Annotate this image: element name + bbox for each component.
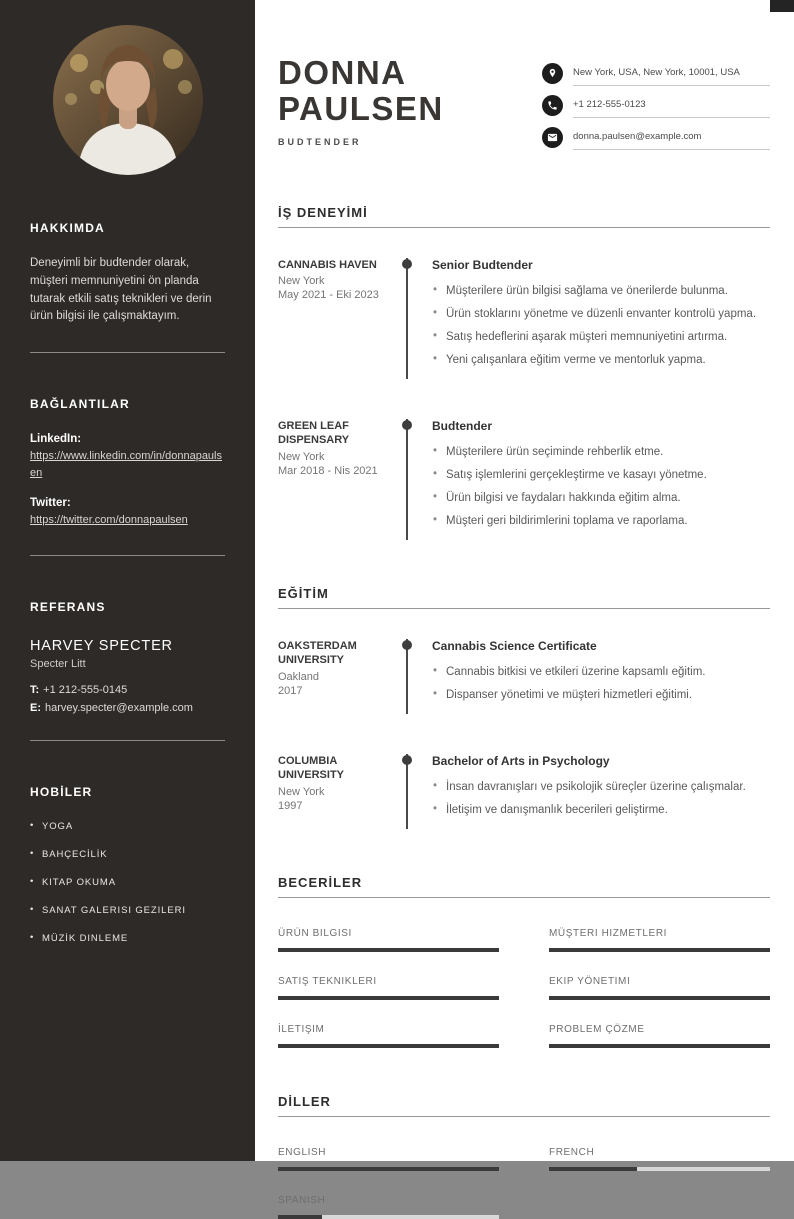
twitter-link[interactable]: https://twitter.com/donnapaulsen xyxy=(30,514,188,527)
skill-label: PROBLEM ÇÖZME xyxy=(549,1024,645,1035)
skill-bar-fill xyxy=(278,1044,499,1048)
language-bar xyxy=(549,1167,770,1171)
education-entry xyxy=(278,754,770,829)
skill-item xyxy=(549,976,770,1000)
phone-icon xyxy=(542,95,563,116)
skill-bar-fill xyxy=(278,948,499,952)
link-item-linkedin xyxy=(30,433,225,481)
experience-heading: İŞ DENEYİMİ xyxy=(278,205,770,228)
experience-section xyxy=(278,205,770,540)
skill-label: MÜŞTERI HIZMETLERI xyxy=(549,928,668,939)
employment-dates: Mar 2018 - Nis 2021 xyxy=(278,464,378,477)
reference-name: HARVEY SPECTER xyxy=(30,637,173,654)
sidebar-divider xyxy=(30,555,225,556)
contact-row-email xyxy=(542,127,770,150)
company-name: CANNABIS HAVEN xyxy=(278,259,377,271)
language-bar xyxy=(278,1167,499,1171)
phone-text: +1 212-555-0123 xyxy=(573,95,770,118)
entry-body xyxy=(406,419,770,540)
about-text: Deneyimli bir budtender olarak, müşteri memnuniyetini ön planda tutarak etkili satış teknikleri ve derin ürün bilgisi ile çalışmaktayım. xyxy=(30,257,212,323)
employment-dates: May 2021 - Eki 2023 xyxy=(278,289,379,302)
sidebar xyxy=(0,0,255,1161)
reference-email-row xyxy=(30,702,225,714)
name-block xyxy=(278,55,444,147)
entry-meta xyxy=(278,639,406,714)
twitter-label: Twitter: xyxy=(30,497,71,510)
skill-label: SATIŞ TEKNIKLERI xyxy=(278,976,377,987)
skill-label: ÜRÜN BILGISI xyxy=(278,928,352,939)
company-city: New York xyxy=(278,275,325,288)
linkedin-link[interactable]: https://www.linkedin.com/in/donnapaulsen xyxy=(30,450,222,479)
entry-body xyxy=(406,639,770,714)
location-icon xyxy=(542,63,563,84)
hobby-item: • SANAT GALERISI GEZILERI xyxy=(30,905,225,916)
profile-photo xyxy=(53,25,203,175)
corner-accent xyxy=(770,0,794,12)
skills-section xyxy=(278,875,770,1048)
reference-heading: REFERANS xyxy=(30,599,106,614)
email-text: donna.paulsen@example.com xyxy=(573,127,770,150)
language-item xyxy=(278,1195,499,1219)
hobby-item: • KITAP OKUMA xyxy=(30,877,225,888)
language-item xyxy=(549,1147,770,1171)
entry-body xyxy=(406,754,770,829)
skill-bar-fill xyxy=(549,996,770,1000)
skill-item xyxy=(278,928,499,952)
bullet-item: • Satış hedeflerini aşarak müşteri memnuniyetini artırma. xyxy=(432,331,770,343)
skill-bar xyxy=(278,948,499,952)
first-name: DONNA xyxy=(278,54,407,91)
bullet-item: • İletişim ve danışmanlık becerileri geliştirme. xyxy=(432,804,770,816)
hobby-item: • MÜZİK DINLEME xyxy=(30,933,225,944)
entry-meta xyxy=(278,258,406,379)
person-title: BUDTENDER xyxy=(278,137,362,147)
bullet-item: • Müşteri geri bildirimlerini toplama ve raporlama. xyxy=(432,515,770,527)
hobbies-heading: HOBİLER xyxy=(30,784,93,799)
sidebar-divider xyxy=(30,740,225,741)
skill-item xyxy=(278,976,499,1000)
languages-heading: DİLLER xyxy=(278,1094,770,1117)
bullet-item: • Satış işlemlerini gerçekleştirme ve kasayı yönetme. xyxy=(432,469,770,481)
school-name: OAKSTERDAM UNIVERSITY xyxy=(278,640,357,667)
skill-bar-fill xyxy=(278,996,499,1000)
timeline-dot xyxy=(402,755,412,765)
education-heading: EĞİTİM xyxy=(278,586,770,609)
timeline-dot xyxy=(402,640,412,650)
language-bar-fill xyxy=(278,1167,499,1171)
links-heading: BAĞLANTILAR xyxy=(30,397,130,412)
school-city: Oakland xyxy=(278,670,319,683)
bullet-item: • İnsan davranışları ve psikolojik süreçler üzerine çalışmalar. xyxy=(432,781,770,793)
profile-photo-image xyxy=(53,25,203,175)
language-bar xyxy=(278,1215,499,1219)
bullet-item: • Müşterilere ürün bilgisi sağlama ve önerilerde bulunma. xyxy=(432,285,770,297)
location-text: New York, USA, New York, 10001, USA xyxy=(573,63,770,86)
job-bullets xyxy=(432,446,770,527)
languages-section xyxy=(278,1094,770,1219)
bullet-item: • Dispanser yönetimi ve müşteri hizmetleri eğitimi. xyxy=(432,689,770,701)
hobby-list xyxy=(30,821,225,944)
hobby-item: • BAHÇECİLİK xyxy=(30,849,225,860)
bullet-item: • Ürün bilgisi ve faydaları hakkında eğitim alma. xyxy=(432,492,770,504)
person-name xyxy=(278,55,444,127)
job-title: Senior Budtender xyxy=(432,258,533,272)
language-label: ENGLISH xyxy=(278,1147,327,1158)
bullet-item: • Ürün stoklarını yönetme ve düzenli envanter kontrolü yapma. xyxy=(432,308,770,320)
email-icon xyxy=(542,127,563,148)
link-item-twitter xyxy=(30,497,225,529)
skill-bar xyxy=(278,1044,499,1048)
contact-block xyxy=(542,63,770,159)
degree-bullets xyxy=(432,781,770,816)
language-label: FRENCH xyxy=(549,1147,595,1158)
reference-phone-row xyxy=(30,684,225,696)
main-content xyxy=(255,0,794,1219)
entry-meta xyxy=(278,754,406,829)
bullet-item: • Yeni çalışanlara eğitim verme ve mentorluk yapma. xyxy=(432,354,770,366)
language-label: SPANISH xyxy=(278,1195,326,1206)
skill-item xyxy=(549,1024,770,1048)
skill-bar xyxy=(549,948,770,952)
degree-title: Cannabis Science Certificate xyxy=(432,639,597,653)
education-entry xyxy=(278,639,770,714)
email-label: E: xyxy=(30,701,41,714)
job-bullets xyxy=(432,285,770,366)
phone-label: T: xyxy=(30,683,40,696)
hobby-item: • YOGA xyxy=(30,821,225,832)
reference-phone: +1 212-555-0145 xyxy=(43,683,128,696)
skills-heading: BECERİLER xyxy=(278,875,770,898)
skill-item xyxy=(549,928,770,952)
bullet-item: • Müşterilere ürün seçiminde rehberlik etme. xyxy=(432,446,770,458)
reference-email: harvey.specter@example.com xyxy=(45,701,193,714)
language-item xyxy=(278,1147,499,1171)
last-name: PAULSEN xyxy=(278,90,444,127)
reference-company: Specter Litt xyxy=(30,657,86,670)
contact-row-phone xyxy=(542,95,770,118)
language-bar-fill xyxy=(549,1167,637,1171)
bullet-item: • Cannabis bitkisi ve etkileri üzerine kapsamlı eğitim. xyxy=(432,666,770,678)
graduation-year: 1997 xyxy=(278,799,303,812)
skills-grid xyxy=(278,928,770,1048)
languages-grid xyxy=(278,1147,770,1219)
skill-item xyxy=(278,1024,499,1048)
school-city: New York xyxy=(278,785,325,798)
experience-entry xyxy=(278,258,770,379)
graduation-year: 2017 xyxy=(278,684,303,697)
degree-bullets xyxy=(432,666,770,701)
skill-label: İLETIŞIM xyxy=(278,1024,325,1035)
skill-bar xyxy=(549,996,770,1000)
company-name: GREEN LEAF DISPENSARY xyxy=(278,420,350,447)
contact-row-location xyxy=(542,63,770,86)
entry-meta xyxy=(278,419,406,540)
about-heading: HAKKIMDA xyxy=(30,221,105,235)
sidebar-divider xyxy=(30,352,225,353)
job-title: Budtender xyxy=(432,419,492,433)
school-name: COLUMBIA UNIVERSITY xyxy=(278,755,345,782)
timeline-dot xyxy=(402,259,412,269)
timeline-dot xyxy=(402,420,412,430)
entry-body xyxy=(406,258,770,379)
skill-bar-fill xyxy=(549,948,770,952)
company-city: New York xyxy=(278,450,325,463)
skill-label: EKIP YÖNETIMI xyxy=(549,976,631,987)
education-section xyxy=(278,586,770,829)
language-bar-fill xyxy=(278,1215,322,1219)
skill-bar-fill xyxy=(549,1044,770,1048)
degree-title: Bachelor of Arts in Psychology xyxy=(432,754,610,768)
skill-bar xyxy=(549,1044,770,1048)
experience-entry xyxy=(278,419,770,540)
linkedin-label: LinkedIn: xyxy=(30,433,82,446)
skill-bar xyxy=(278,996,499,1000)
header xyxy=(278,55,770,159)
